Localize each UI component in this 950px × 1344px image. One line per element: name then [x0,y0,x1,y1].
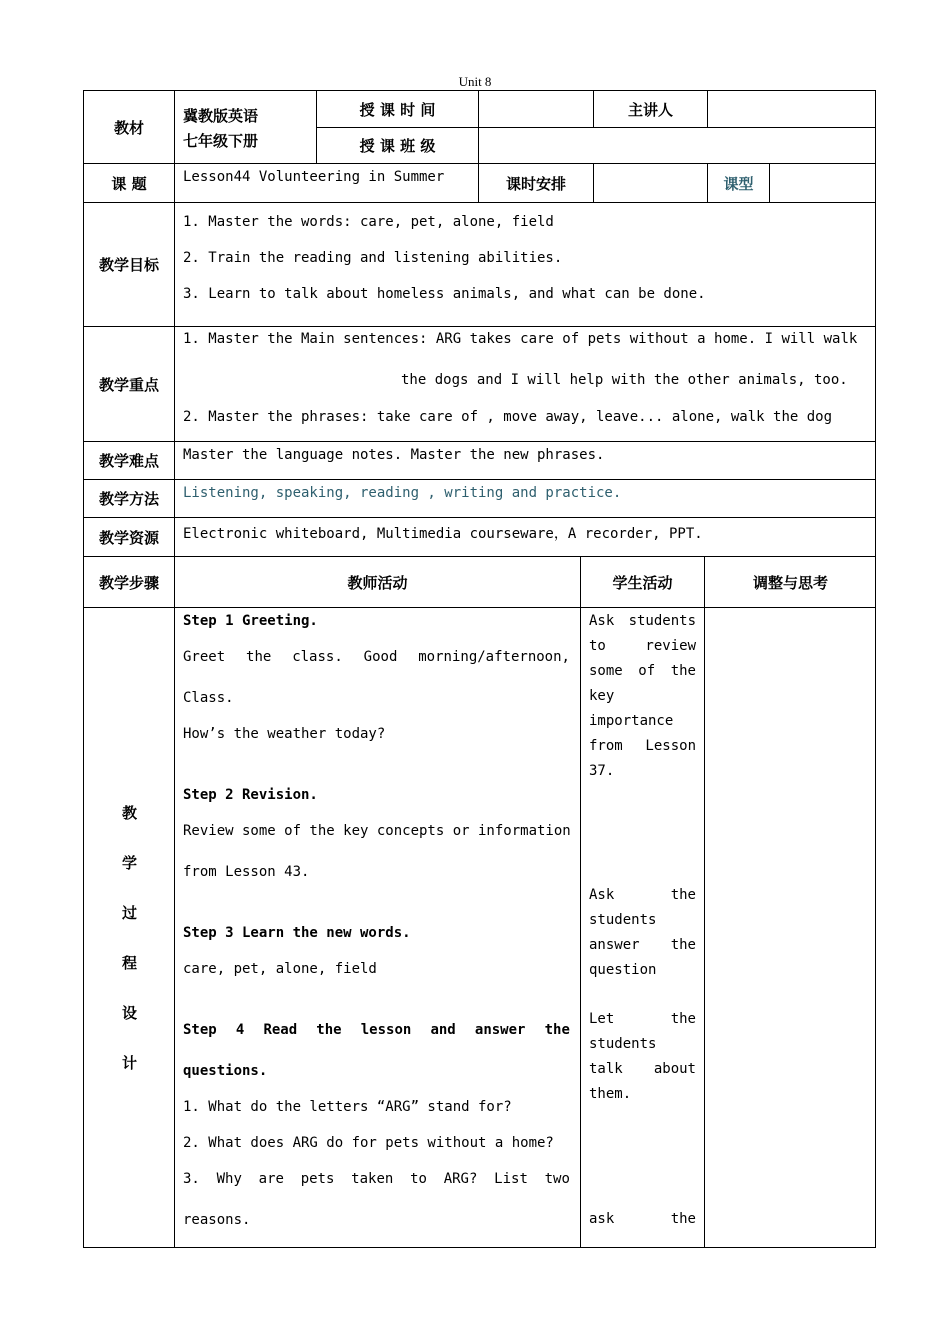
key-points-line: 1. Master the Main sentences: ARG takes care of pets without a home. I will walk [183,331,858,347]
question-item: 1. What do the letters “ARG” stand for? [183,1099,512,1115]
step4-title: Step 4 Read the lesson and answer the [183,1022,570,1038]
question-item-line2: reasons. [183,1212,251,1228]
step1-line3: How’s the weather today? [183,726,386,742]
type-label: 课型 [723,174,754,193]
methods-label: 教学方法 [98,490,159,508]
time-label: 授 课 时 间 [359,100,436,119]
objective-item: 3. Learn to talk about homeless animals, and what can be done. [183,286,706,302]
process-label-char: 学 [122,854,138,872]
step2-line2: from Lesson 43. [183,864,310,880]
type-value [770,164,876,202]
steps-header-col3: 学生活动 [612,573,673,592]
step1-title: Step 1 Greeting. [183,613,318,629]
process-label-char: 计 [122,1054,138,1072]
topic-label: 课 题 [111,174,147,193]
step4-title-line2: questions. [183,1063,268,1079]
objective-item: 2. Train the reading and listening abilities. [183,250,563,266]
resources-label: 教学资源 [98,528,159,547]
time-value [479,91,593,127]
step3-title: Step 3 Learn the new words. [183,925,411,941]
page-header: Unit 8 [458,74,492,89]
step3-line1: care, pet, alone, field [183,961,377,977]
class-label: 授 课 班 级 [359,137,436,155]
schedule-value [594,164,707,202]
process-label-char: 教 [122,804,138,822]
objectives-label: 教学目标 [98,256,159,274]
step1-line2: Class. [183,690,234,706]
class-value [479,128,876,163]
process-label-char: 过 [122,904,138,922]
methods-text: Listening, speaking, reading , writing and practice. [183,485,622,501]
speaker-label: 主讲人 [627,100,673,119]
objective-item: 1. Master the words: care, pet, alone, field [183,214,554,230]
textbook-label: 教材 [113,118,144,137]
step2-title: Step 2 Revision. [183,787,318,803]
steps-header-col1: 教学步骤 [98,573,159,592]
key-points-label: 教学重点 [98,375,159,394]
key-points-line: 2. Master the phrases: take care of , move away, leave... alone, walk the dog [183,409,833,425]
topic-value: Lesson44 Volunteering in Summer [183,169,445,185]
textbook-line1: 冀教版英语 [183,107,259,125]
key-points-line: the dogs and I will help with the other animals, too. [401,372,848,388]
question-item: 3. Why are pets taken to ARG? List two [183,1171,570,1187]
steps-header-col4: 调整与思考 [752,573,828,592]
schedule-label: 课时安排 [505,174,566,193]
question-item: 2. What does ARG do for pets without a home? [183,1135,554,1151]
process-label-char: 设 [122,1004,138,1022]
process-label-char: 程 [122,954,138,972]
step1-line1: Greet the class. Good morning/afternoon, [183,649,570,665]
resources-text: Electronic whiteboard, Multimedia courseware，A recorder, PPT. [183,526,703,542]
steps-header-col2: 教师活动 [347,573,408,592]
difficulties-label: 教学难点 [98,452,159,470]
textbook-line2: 七年级下册 [183,132,259,150]
difficulties-text: Master the language notes. Master the new phrases. [183,447,605,463]
step2-line1: Review some of the key concepts or information [183,823,571,839]
speaker-value [708,91,876,127]
